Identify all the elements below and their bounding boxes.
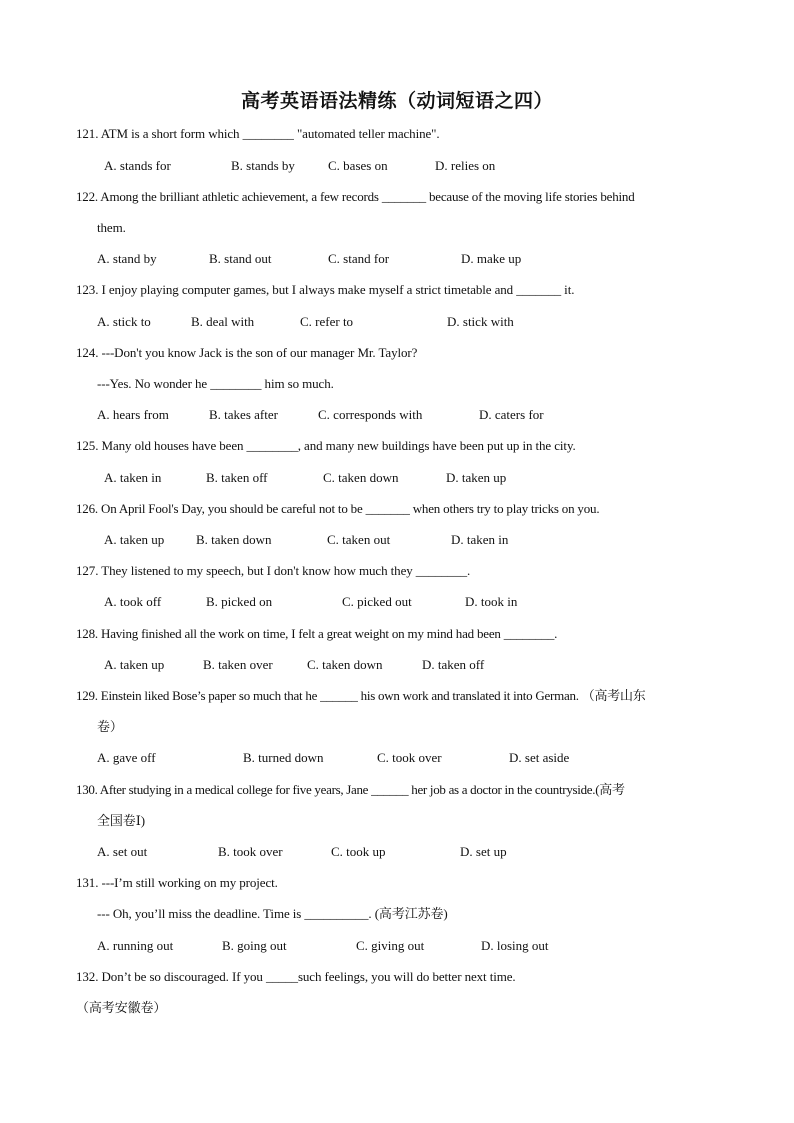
question-131-option-a: A. running out <box>97 938 174 953</box>
question-122-option-a: A. stand by <box>97 251 157 266</box>
question-121-stem: 121. ATM is a short form which ________ "automated teller machine". <box>76 126 440 141</box>
question-131-stem-cont: --- Oh, you’ll miss the deadline. Time is __________. (高考江苏卷) <box>97 906 448 921</box>
question-125-stem: 125. Many old houses have been ________, and many new buildings have been put up in the city. <box>76 438 576 453</box>
question-128-option-d: D. taken off <box>422 657 485 672</box>
question-129-stem: 129. Einstein liked Bose’s paper so much that he ______ his own work and translated it into German. （高考山东 <box>76 688 646 703</box>
question-125-option-a: A. taken in <box>104 470 162 485</box>
question-131-stem: 131. ---I’m still working on my project. <box>76 875 278 890</box>
question-124-stem: 124. ---Don't you know Jack is the son of our manager Mr. Taylor? <box>76 345 418 360</box>
question-123-stem: 123. I enjoy playing computer games, but I always make myself a strict timetable and _______ it. <box>76 282 575 297</box>
question-124-option-c: C. corresponds with <box>318 407 423 422</box>
question-122-stem-cont: them. <box>97 220 126 235</box>
question-121-option-a: A. stands for <box>104 158 171 173</box>
question-125-option-c: C. taken down <box>323 470 399 485</box>
question-122-option-b: B. stand out <box>209 251 272 266</box>
question-130-option-a: A. set out <box>97 844 148 859</box>
question-123-option-a: A. stick to <box>97 314 151 329</box>
question-122-option-d: D. make up <box>461 251 522 266</box>
question-130-stem: 130. After studying in a medical college for five years, Jane ______ her job as a doctor in the countryside.(高考 <box>76 782 625 797</box>
question-132-stem-cont: （高考安徽卷） <box>76 1000 167 1015</box>
question-130-stem-cont: 全国卷Ⅰ) <box>97 813 145 828</box>
question-126-option-d: D. taken in <box>451 532 509 547</box>
question-129-option-b: B. turned down <box>243 750 324 765</box>
question-123-option-d: D. stick with <box>447 314 514 329</box>
question-131-option-d: D. losing out <box>481 938 549 953</box>
question-127-option-d: D. took in <box>465 594 518 609</box>
question-127-option-a: A. took off <box>104 594 162 609</box>
question-129-option-d: D. set aside <box>509 750 570 765</box>
question-125-option-b: B. taken off <box>206 470 268 485</box>
question-122-option-c: C. stand for <box>328 251 390 266</box>
question-123-option-b: B. deal with <box>191 314 255 329</box>
question-127-option-b: B. picked on <box>206 594 273 609</box>
question-128-option-a: A. taken up <box>104 657 165 672</box>
question-131-option-b: B. going out <box>222 938 287 953</box>
question-125-option-d: D. taken up <box>446 470 507 485</box>
question-121-option-c: C. bases on <box>328 158 388 173</box>
question-129-stem-cont: 卷） <box>97 719 123 734</box>
question-128-stem: 128. Having finished all the work on time, I felt a great weight on my mind had been ________. <box>76 626 558 641</box>
question-126-option-b: B. taken down <box>196 532 272 547</box>
question-128-option-b: B. taken over <box>203 657 273 672</box>
question-124-option-d: D. caters for <box>479 407 544 422</box>
question-129-option-a: A. gave off <box>97 750 156 765</box>
question-122-stem: 122. Among the brilliant athletic achievement, a few records _______ because of the moving life stories behind <box>76 189 635 204</box>
question-126-option-c: C. taken out <box>327 532 391 547</box>
question-130-option-c: C. took up <box>331 844 386 859</box>
page-title: 高考英语语法精练（动词短语之四） <box>240 90 553 112</box>
question-121-option-b: B. stands by <box>231 158 295 173</box>
question-126-option-a: A. taken up <box>104 532 165 547</box>
question-124-stem-cont: ---Yes. No wonder he ________ him so much. <box>97 376 334 391</box>
question-129-option-c: C. took over <box>377 750 442 765</box>
question-121-option-d: D. relies on <box>435 158 496 173</box>
question-128-option-c: C. taken down <box>307 657 383 672</box>
question-127-stem: 127. They listened to my speech, but I don't know how much they ________. <box>76 563 471 578</box>
question-130-option-d: D. set up <box>460 844 507 859</box>
question-127-option-c: C. picked out <box>342 594 412 609</box>
question-132-stem: 132. Don’t be so discouraged. If you _____such feelings, you will do better next time. <box>76 969 516 984</box>
question-130-option-b: B. took over <box>218 844 283 859</box>
question-126-stem: 126. On April Fool's Day, you should be careful not to be _______ when others try to play tricks on you. <box>76 501 600 516</box>
question-131-option-c: C. giving out <box>356 938 425 953</box>
question-124-option-a: A. hears from <box>97 407 169 422</box>
question-123-option-c: C. refer to <box>300 314 354 329</box>
question-124-option-b: B. takes after <box>209 407 278 422</box>
